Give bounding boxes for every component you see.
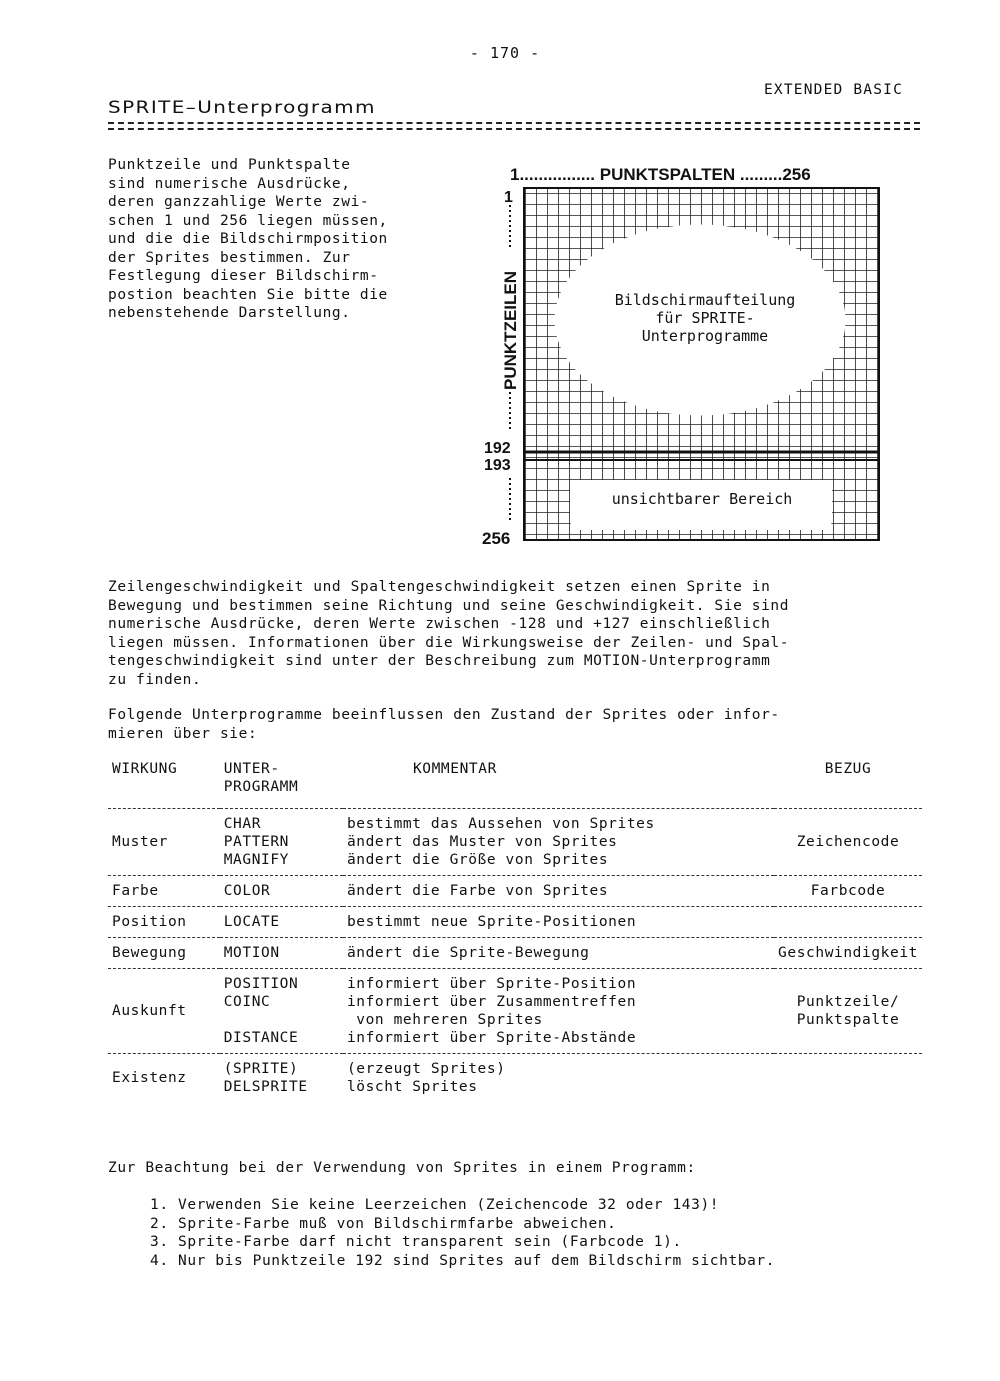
table-row <box>108 1054 922 1103</box>
cell-wirkung: Position <box>112 914 187 930</box>
list-item: 1. Verwenden Sie keine Leerzeichen (Zeichencode 32 oder 143)! <box>150 1197 720 1213</box>
table-header-row <box>108 758 922 809</box>
table-row <box>108 907 922 938</box>
motion-paragraph: Zeilengeschwindigkeit und Spaltengeschwindigkeit setzen einen Sprite in Bewegung und bestimmen seine Richtung und seine Geschwindigkeit. Sie sind numerische Ausdrücke, deren Werte zwischen -128 und +127 einschließlich liegen müssen. Informationen über die Wirkungsweise der Zeilen- und Spal- tengeschwindigkeit sind unter der Beschreibung zum MOTION-Unterprogramm zu finden. <box>108 579 790 688</box>
list-item: 2. Sprite-Farbe muß von Bildschirmfarbe abweichen. <box>150 1215 617 1232</box>
table-row <box>108 969 922 1054</box>
cell-wirkung: Bewegung <box>112 945 187 961</box>
title-double-rule <box>108 122 920 130</box>
header-bezug: BEZUG <box>824 761 872 777</box>
cell-kommentar: (erzeugt Sprites) löscht Sprites <box>346 1061 506 1095</box>
cell-bezug: Punktzeile/ Punktspalte <box>796 994 900 1028</box>
hidden-area-label: unsichtbarer Bereich <box>611 490 793 508</box>
cell-wirkung: Muster <box>112 834 168 850</box>
subprograms-intro: Folgende Unterprogramme beeinflussen den Zustand der Sprites oder infor- mieren über sie: <box>108 707 780 742</box>
cell-unterprogramm: COLOR <box>223 883 271 899</box>
subprogram-table <box>108 758 922 1102</box>
list-item: 3. Sprite-Farbe darf nicht transparent sein (Farbcode 1). <box>150 1234 682 1250</box>
cell-unterprogramm: LOCATE <box>223 914 280 930</box>
cell-kommentar: bestimmt neue Sprite-Positionen <box>346 914 637 930</box>
header-kommentar: KOMMENTAR <box>412 761 497 777</box>
section-title: SPRITE–Unterprogramm <box>108 97 376 118</box>
cell-kommentar: ändert die Farbe von Sprites <box>346 883 609 899</box>
table-row <box>108 876 922 907</box>
series-label: EXTENDED BASIC <box>764 82 904 98</box>
notes-list <box>150 1196 775 1270</box>
notes-heading: Zur Beachtung bei der Verwendung von Sprites in einem Programm: <box>108 1160 696 1176</box>
cell-wirkung: Farbe <box>112 883 159 899</box>
table-row <box>108 938 922 969</box>
screen-layout-diagram <box>470 160 890 550</box>
list-item: 4. Nur bis Punktzeile 192 sind Sprites auf dem Bildschirm sichtbar. <box>150 1252 776 1269</box>
cell-unterprogramm: POSITION COINC DISTANCE <box>223 976 299 1046</box>
cell-bezug <box>774 1054 922 1103</box>
cell-kommentar: ändert die Sprite-Bewegung <box>346 945 590 961</box>
cell-bezug <box>774 907 922 938</box>
row-1-label: 1 <box>504 189 513 206</box>
screen-label-line1: Bildschirmaufteilung <box>614 291 796 309</box>
row-193-label: 193 <box>484 457 511 474</box>
page-number: - 170 - <box>469 44 541 62</box>
cell-bezug: Zeichencode <box>796 834 900 850</box>
row-axis-label: PUNKTZEILEN <box>501 271 520 390</box>
cell-kommentar: bestimmt das Aussehen von Sprites ändert das Muster von Sprites ändert die Größe von Sprites <box>346 816 655 868</box>
cell-unterprogramm: CHAR PATTERN MAGNIFY <box>223 816 290 868</box>
row-192-label: 192 <box>484 440 511 457</box>
intro-text: Punktzeile und Punktspalte sind numerische Ausdrücke, deren ganzzahlige Werte zwi- schen 1 und 256 liegen müssen, und die die Bildschirmposition der Sprites bestimmen. Zur Festlegung dieser Bildschirm- postion beachten Sie bitte die nebenstehende Darstellung. <box>108 157 388 321</box>
column-axis-label: 1................ PUNKTSPALTEN .........256 <box>510 165 811 184</box>
header-wirkung: WIRKUNG <box>112 761 178 777</box>
cell-wirkung: Auskunft <box>112 1003 187 1019</box>
screen-label-line3: Unterprogramme <box>641 327 769 345</box>
cell-bezug: Geschwindigkeit <box>778 945 918 961</box>
cell-bezug: Farbcode <box>810 883 886 899</box>
cell-unterprogramm: MOTION <box>223 945 280 961</box>
table-row <box>108 809 922 876</box>
header-unterprogramm: UNTER- PROGRAMM <box>223 761 299 795</box>
cell-kommentar: informiert über Sprite-Position informiert über Zusammentreffen von mehreren Sprites informiert über Sprite-Abstände <box>346 976 637 1046</box>
cell-unterprogramm: (SPRITE) DELSPRITE <box>223 1061 308 1095</box>
cell-wirkung: Existenz <box>112 1070 187 1086</box>
row-256-label: 256 <box>482 529 511 548</box>
screen-label-line2: für SPRITE- <box>655 309 755 327</box>
